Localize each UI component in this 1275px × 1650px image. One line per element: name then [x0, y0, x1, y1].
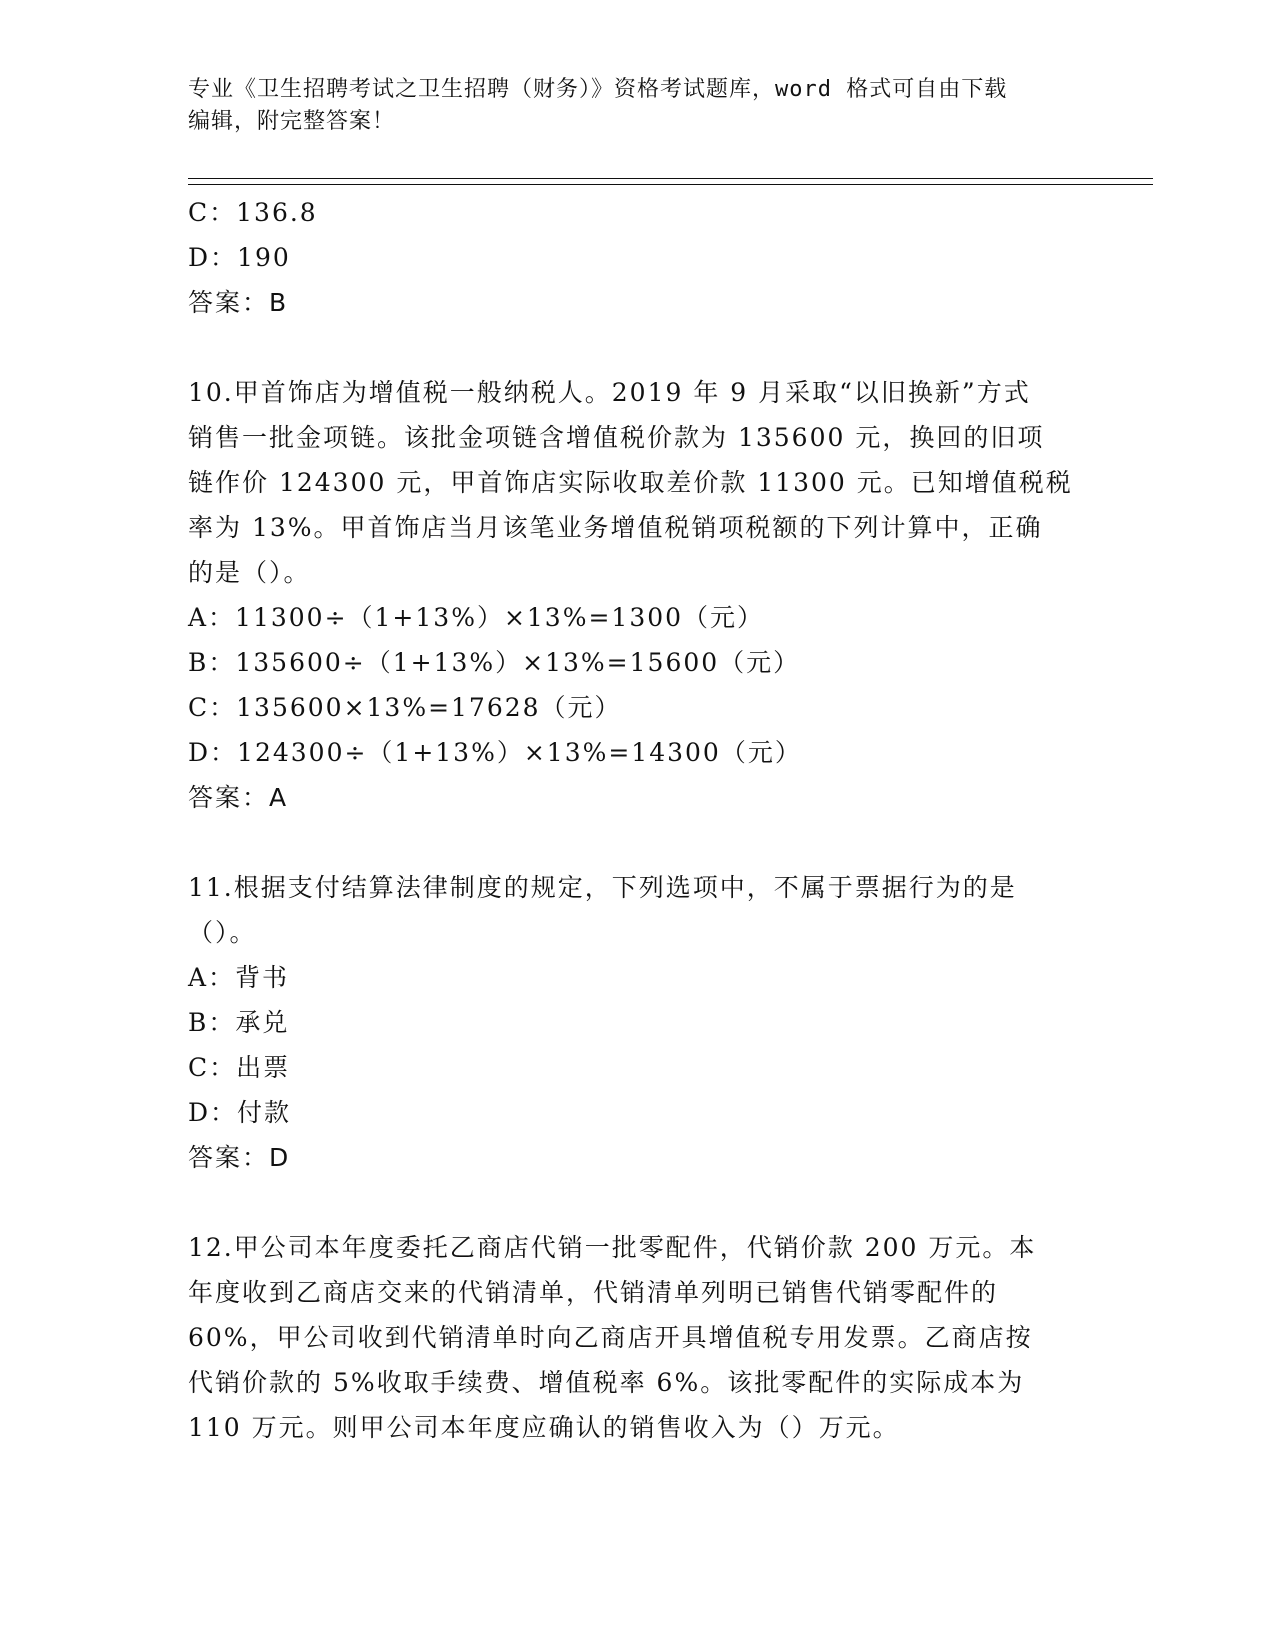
- header-line-1: 专业《卫生招聘考试之卫生招聘（财务）》资格考试题库，word 格式可自由下载: [188, 77, 1008, 102]
- option-c: C：136.8: [188, 198, 318, 227]
- document-header: [188, 74, 1088, 138]
- question-stem-line: （）。: [188, 918, 257, 947]
- spacer: [188, 1180, 1088, 1225]
- question-stem-line: 年度收到乙商店交来的代销清单，代销清单列明已销售代销零配件的: [188, 1278, 999, 1307]
- option-c: C：135600×13%=17628（元）: [188, 693, 622, 722]
- option-b: B：135600÷（1+13%）×13%=15600（元）: [188, 648, 801, 677]
- header-divider-top: [188, 178, 1153, 179]
- spacer: [188, 325, 1088, 370]
- question-10: [188, 370, 1088, 820]
- question-11: [188, 865, 1088, 1180]
- question-stem-line: 链作价 124300 元，甲首饰店实际收取差价款 11300 元。已知增值税税: [188, 468, 1073, 497]
- header-line-2: 编辑，附完整答案！: [188, 109, 396, 134]
- header-divider-bottom: [188, 184, 1153, 185]
- question-9-tail: [188, 190, 1088, 325]
- answer-line: 答案：A: [188, 783, 289, 812]
- question-stem-line: 代销价款的 5%收取手续费、增值税率 6%。该批零配件的实际成本为: [188, 1368, 1025, 1397]
- option-b: B：承兑: [188, 1008, 290, 1037]
- question-stem-line: 110 万元。则甲公司本年度应确认的销售收入为（）万元。: [188, 1413, 900, 1442]
- question-12: [188, 1225, 1088, 1450]
- question-stem-line: 60%，甲公司收到代销清单时向乙商店开具增值税专用发票。乙商店按: [188, 1323, 1033, 1352]
- spacer: [188, 820, 1088, 865]
- option-d: D：124300÷（1+13%）×13%=14300（元）: [188, 738, 802, 767]
- option-d: D：付款: [188, 1098, 292, 1127]
- option-d: D：190: [188, 243, 291, 272]
- question-stem-line: 12.甲公司本年度委托乙商店代销一批零配件，代销价款 200 万元。本: [188, 1233, 1037, 1262]
- question-stem-line: 11.根据支付结算法律制度的规定，下列选项中，不属于票据行为的是: [188, 873, 1017, 902]
- option-a: A：11300÷（1+13%）×13%=1300（元）: [188, 603, 765, 632]
- question-stem-line: 销售一批金项链。该批金项链含增值税价款为 135600 元，换回的旧项: [188, 423, 1045, 452]
- answer-line: 答案：D: [188, 1143, 291, 1172]
- answer-line: 答案：B: [188, 288, 289, 317]
- option-a: A：背书: [188, 963, 290, 992]
- question-stem-line: 的是（）。: [188, 558, 311, 587]
- question-stem-line: 率为 13%。甲首饰店当月该笔业务增值税销项税额的下列计算中，正确: [188, 513, 1043, 542]
- option-c: C：出票: [188, 1053, 291, 1082]
- question-stem-line: 10.甲首饰店为增值税一般纳税人。2019 年 9 月采取“以旧换新”方式: [188, 378, 1031, 407]
- document-body: [188, 190, 1088, 1450]
